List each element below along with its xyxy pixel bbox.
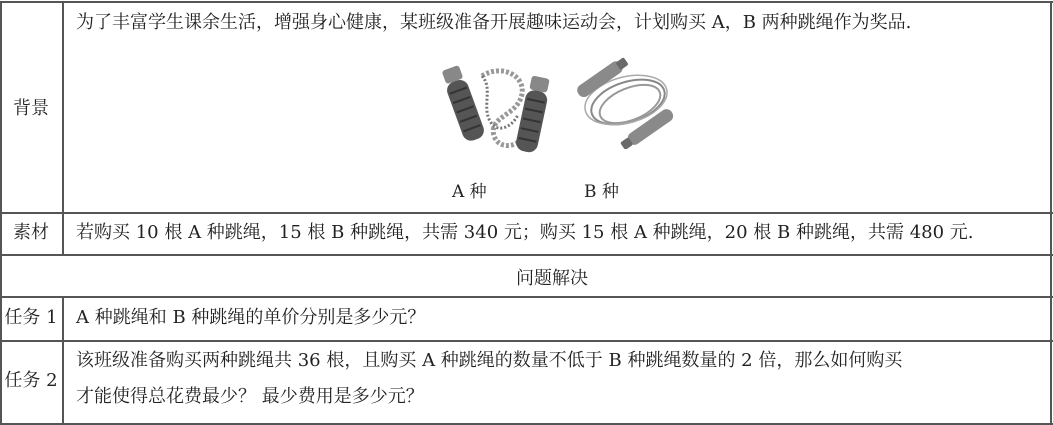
caption-a: A 种 (452, 182, 487, 202)
jump-rope-a-image (430, 54, 560, 164)
column-border (0, 1, 2, 424)
section-title: 问题解决 (516, 268, 588, 289)
row-border (0, 1, 1053, 3)
material-text: 若购买 10 根 A 种跳绳，15 根 B 种跳绳，共需 340 元；购买 15 根 A 种跳绳，20 根 B 种跳绳，共需 480 元. (76, 222, 974, 243)
column-border (62, 296, 64, 424)
row-border (0, 254, 1053, 256)
jump-rope-b-image (566, 54, 686, 149)
row-border (0, 212, 1053, 214)
background-text: 为了丰富学生课余生活，增强身心健康，某班级准备开展趣味运动会，计划购买 A，B 两种跳绳作为奖品. (76, 12, 912, 33)
row-border (0, 423, 1053, 425)
row-border (0, 296, 1053, 298)
column-border (62, 1, 64, 254)
task1-label: 任务 1 (4, 307, 58, 328)
task2-line2: 才能使得总花费最少？ 最少费用是多少元？ (76, 386, 424, 407)
task2-label: 任务 2 (4, 370, 58, 391)
task1-text: A 种跳绳和 B 种跳绳的单价分别是多少元？ (76, 307, 426, 328)
row-border (0, 340, 1053, 342)
task2-line1: 该班级准备购买两种跳绳共 36 根，且购买 A 种跳绳的数量不低于 B 种跳绳数量的 2 倍，那么如何购买 (76, 350, 903, 371)
material-label: 素材 (13, 222, 49, 243)
caption-b: B 种 (584, 182, 619, 202)
background-label: 背景 (13, 98, 49, 119)
column-border (1050, 1, 1052, 424)
